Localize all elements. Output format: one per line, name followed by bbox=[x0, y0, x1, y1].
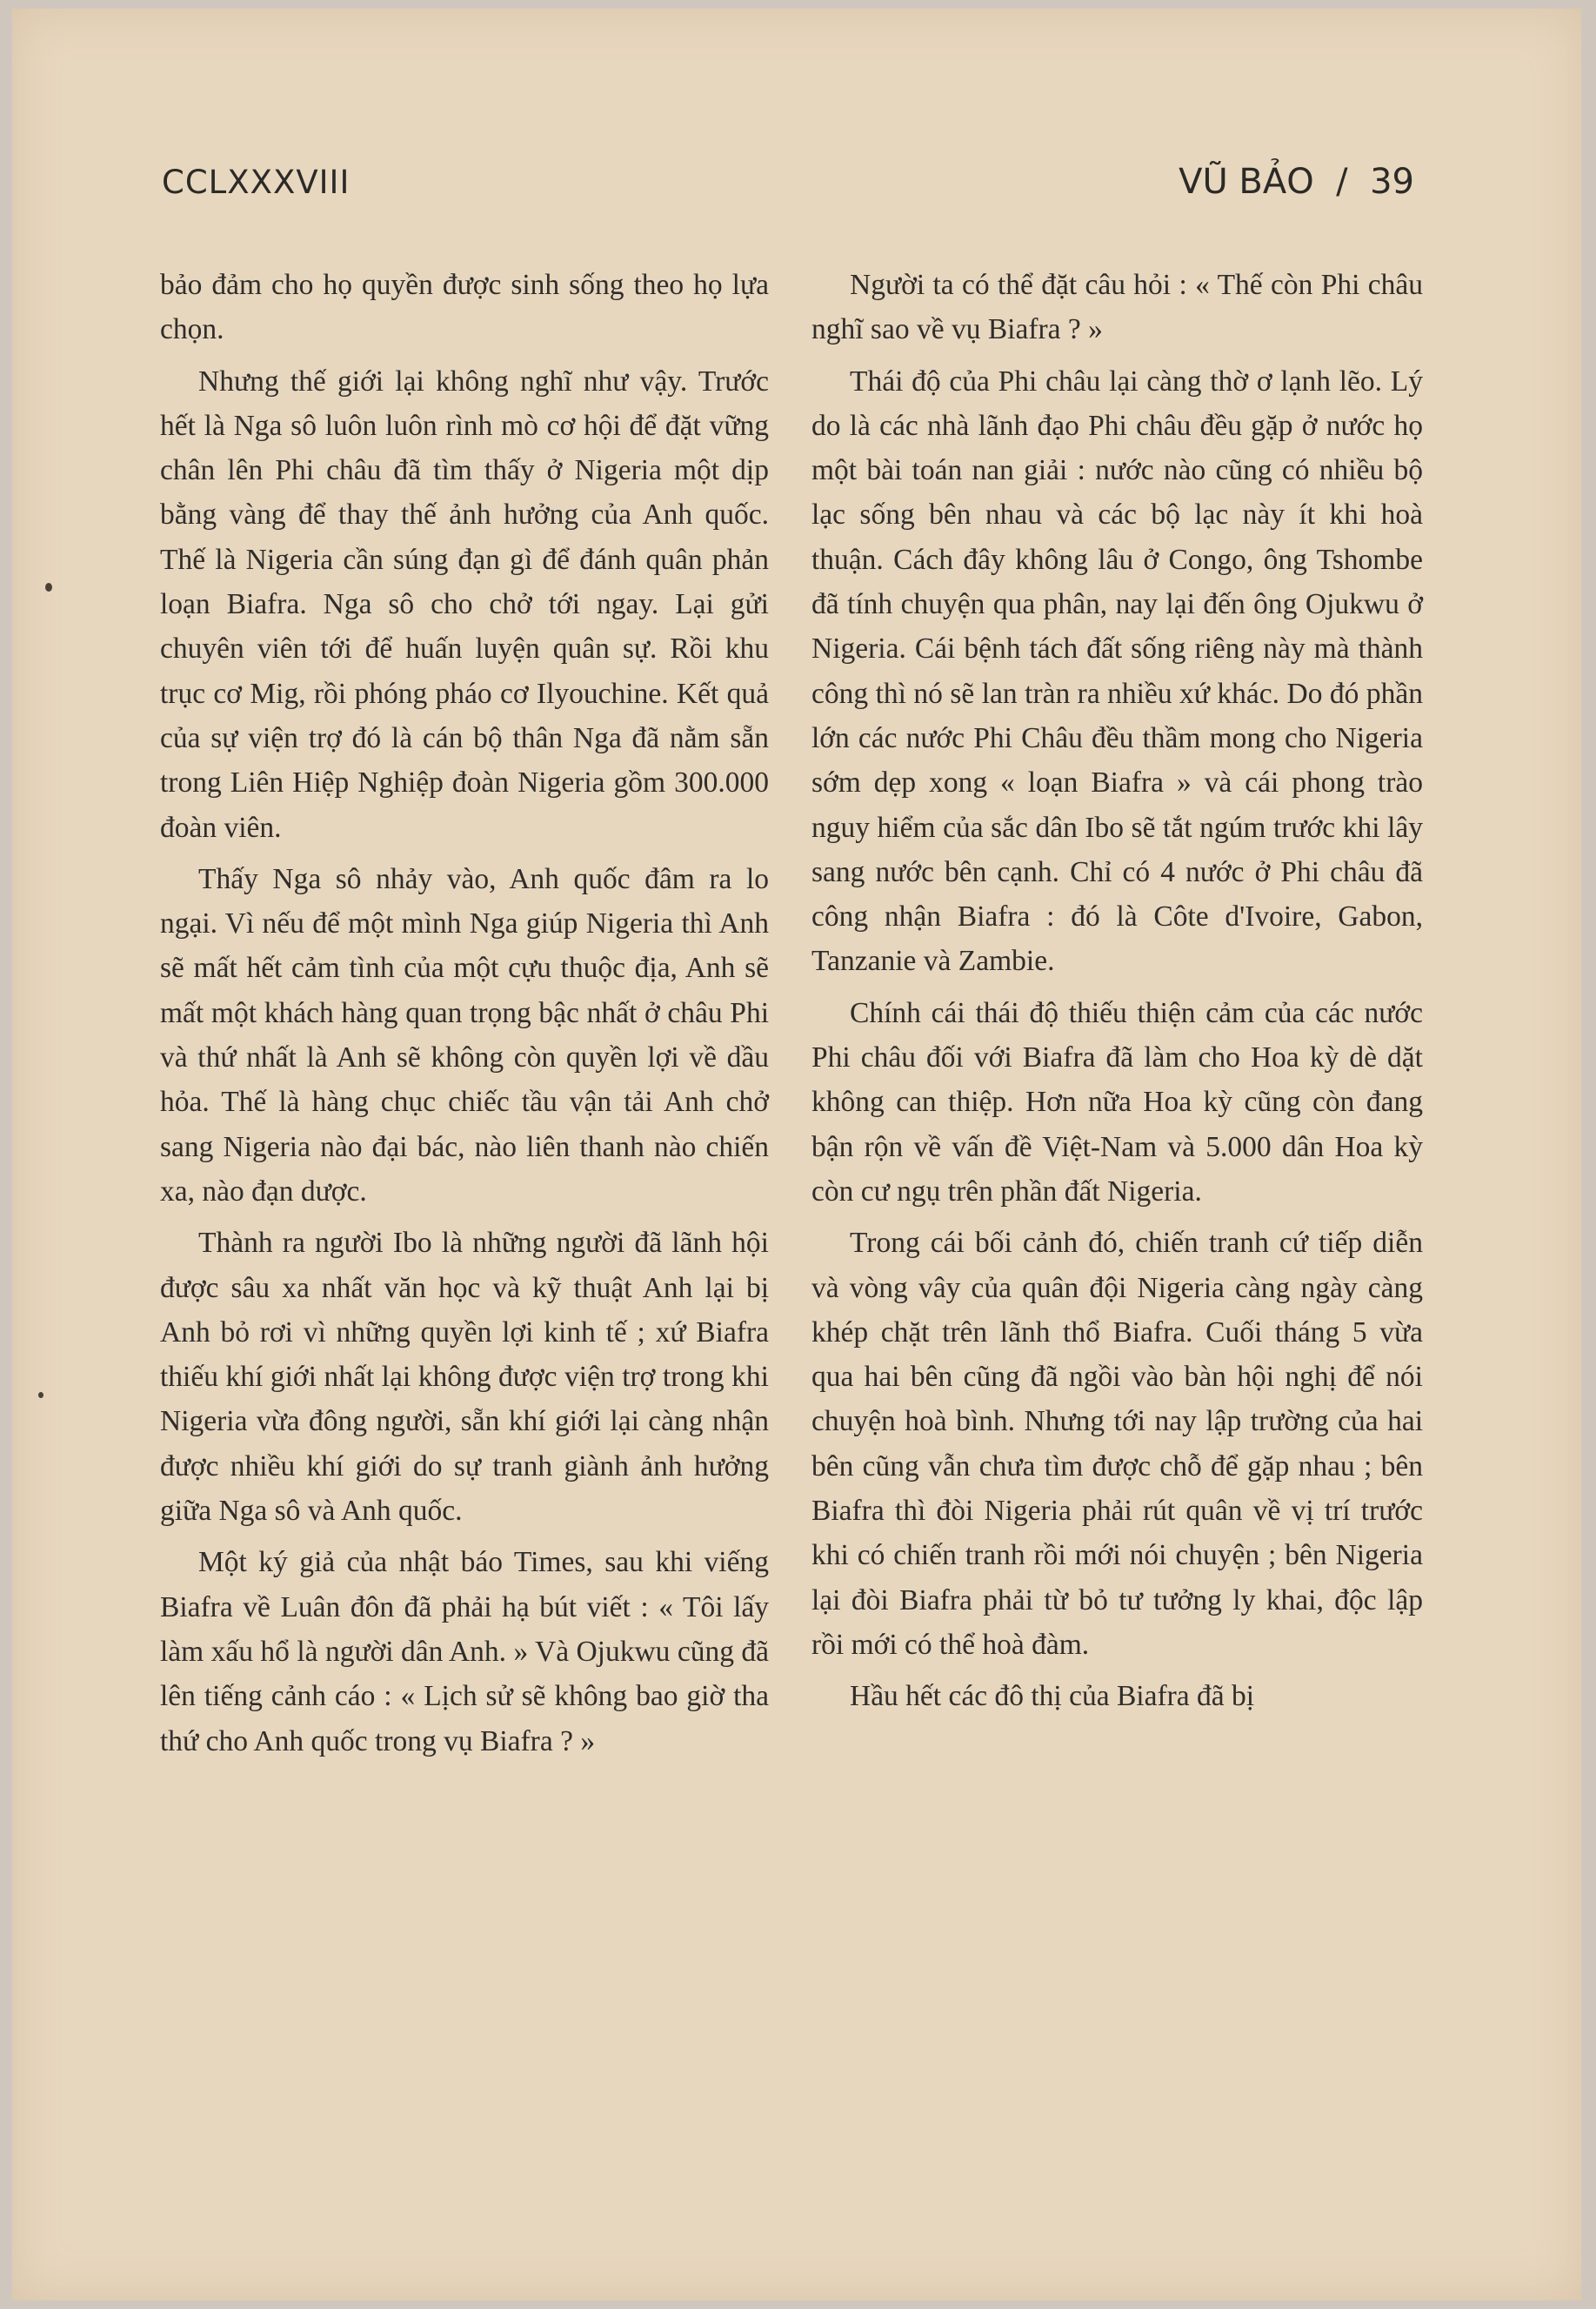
right-column bbox=[811, 263, 1423, 1726]
paragraph: Nhưng thế giới lại không nghĩ như vậy. Trước hết là Nga sô luôn luôn rình mò cơ hội để đặt vững chân lên Phi châu đã tìm thấy ở Nigeria một dịp bằng vàng để thay thế ảnh hưởng của Anh quốc. Thế là Nigeria cần súng đạn gì để đánh quân phản loạn Biafra. Nga sô cho chở tới ngay. Lại gửi chuyên viên tới để huấn luyện quân sự. Rồi khu trục cơ Mig, rồi phóng pháo cơ Ilyouchine. Kết quả của sự viện trợ đó là cán bộ thân Nga đã nằm sẵn trong Liên Hiệp Nghiệp đoàn Nigeria gồm 300.000 đoàn viên. bbox=[160, 365, 769, 844]
page-number: 39 bbox=[1370, 162, 1414, 202]
paragraph: Thấy Nga sô nhảy vào, Anh quốc đâm ra lo ngại. Vì nếu để một mình Nga giúp Nigeria thì Anh sẽ mất hết cảm tình của một cựu thuộc địa, Anh sẽ mất một khách hàng quan trọng bậc nhất ở châu Phi và thứ nhất là Anh sẽ không còn quyền lợi về dầu hỏa. Thế là hàng chục chiếc tầu vận tải Anh chở sang Nigeria nào đại bác, nào liên thanh nào chiến xa, nào đạn dược. bbox=[160, 862, 769, 1208]
paragraph: Trong cái bối cảnh đó, chiến tranh cứ tiếp diễn và vòng vây của quân đội Nigeria càng ngày càng khép chặt trên lãnh thổ Biafra. Cuối tháng 5 vừa qua hai bên cũng đã ngồi vào bàn hội nghị để nói chuyện hoà bình. Nhưng tới nay lập trường của hai bên cũng vẫn chưa tìm được chỗ để gặp nhau ; bên Biafra thì đòi Nigeria phải rút quân về vị trí trước khi có chiến tranh rồi mới nói chuyện ; bên Nigeria lại đòi Biafra phải từ bỏ tư tưởng ly khai, độc lập rồi mới có thể hoà đàm. bbox=[811, 1227, 1423, 1661]
paragraph: Một ký giả của nhật báo Times, sau khi viếng Biafra về Luân đôn đã phải hạ bút viết : « Tôi lấy làm xấu hổ là người dân Anh. » Và Ojukwu cũng đã lên tiếng cảnh cáo : « Lịch sử sẽ không bao giờ tha thứ cho Anh quốc trong vụ Biafra ? » bbox=[160, 1546, 769, 1757]
page-header bbox=[1179, 162, 1414, 202]
paper-speck bbox=[38, 1392, 43, 1398]
running-title: CCLXXXVIII bbox=[162, 164, 351, 201]
paper-speck bbox=[45, 583, 52, 592]
paragraph: Chính cái thái độ thiếu thiện cảm của các nước Phi châu đối với Biafra đã làm cho Hoa kỳ dè dặt không can thiệp. Hơn nữa Hoa kỳ cũng còn đang bận rộn về vấn đề Việt-Nam và 5.000 dân Hoa kỳ còn cư ngụ trên phần đất Nigeria. bbox=[811, 996, 1423, 1208]
book-page bbox=[12, 9, 1581, 2300]
paragraph: Người ta có thể đặt câu hỏi : « Thế còn Phi châu nghĩ sao về vụ Biafra ? » bbox=[811, 269, 1423, 346]
header-separator: / bbox=[1336, 162, 1348, 202]
paragraph: bảo đảm cho họ quyền được sinh sống theo họ lựa chọn. bbox=[160, 269, 769, 346]
paragraph: Thành ra người Ibo là những người đã lãnh hội được sâu xa nhất văn học và kỹ thuật Anh lại bị Anh bỏ rơi vì những quyền lợi kinh tế ; xứ Biafra thiếu khí giới nhất lại không được viện trợ trong khi Nigeria vừa đông người, sẵn khí giới lại càng nhận được nhiều khí giới do sự tranh giành ảnh hưởng giữa Nga sô và Anh quốc. bbox=[160, 1227, 769, 1528]
paragraph: Thái độ của Phi châu lại càng thờ ơ lạnh lẽo. Lý do là các nhà lãnh đạo Phi châu đều gặp ở nước họ một bài toán nan giải : nước nào cũng có nhiều bộ lạc sống bên nhau và các bộ lạc này ít khi hoà thuận. Cách đây không lâu ở Congo, ông Tshombe đã tính chuyện qua phân, nay lại đến ông Ojukwu ở Nigeria. Cái bệnh tách đất sống riêng này mà thành công thì nó sẽ lan tràn ra nhiều xứ khác. Do đó phần lớn các nước Phi Châu đều thầm mong cho Nigeria sớm dẹp xong « loạn Biafra » và cái phong trào nguy hiểm của sắc dân Ibo sẽ tắt ngúm trước khi lây sang nước bên cạnh. Chỉ có 4 nước ở Phi châu đã công nhận Biafra : đó là Côte d'Ivoire, Gabon, Tanzanie và Zambie. bbox=[811, 365, 1423, 978]
author-name: VŨ BẢO bbox=[1179, 162, 1314, 202]
paragraph: Hầu hết các đô thị của Biafra đã bị bbox=[850, 1680, 1255, 1713]
left-column bbox=[160, 263, 769, 1770]
